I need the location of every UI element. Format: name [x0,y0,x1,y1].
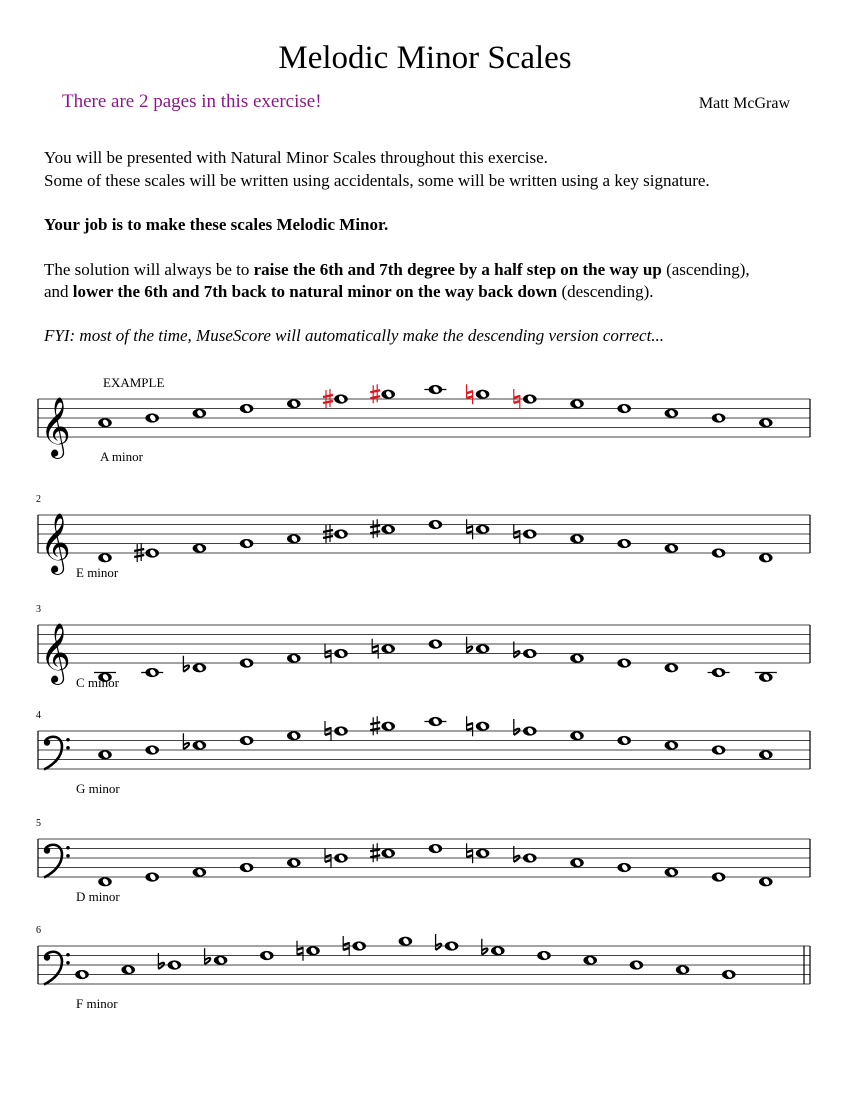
subtitle: There are 2 pages in this exercise! [62,91,322,112]
example-annotation: EXAMPLE [103,375,165,390]
natural-icon [297,941,303,961]
scale-label: A minor [100,449,143,464]
instruction-line-1: You will be presented with Natural Minor Scales throughout this exercise. [44,148,548,167]
instruction-4c: (ascending), [661,260,750,279]
treble-clef-icon: 𝄞 [40,623,71,683]
instruction-5c: (descending). [557,282,654,301]
flat-icon [482,939,488,955]
bass-clef-icon [44,952,70,985]
measure-number: 2 [36,494,41,505]
natural-icon [372,639,378,659]
sharp-icon [370,843,380,862]
scale-label: E minor [76,565,119,580]
instruction-italic: FYI: most of the time, MuseScore will automatically make the descending version correct... [44,326,665,345]
measure-number: 4 [36,710,41,721]
treble-clef-icon: 𝄞 [40,397,71,457]
flat-icon [205,948,211,964]
scale-label: G minor [76,781,120,796]
flat-icon [436,934,442,950]
instruction-5a: and [44,282,73,301]
natural-icon [467,384,473,404]
flat-icon [183,656,189,672]
instruction-5b: lower the 6th and 7th back to natural minor on the way back down [72,282,558,301]
page-title: Melodic Minor Scales [278,40,572,76]
bass-clef-icon [44,845,70,878]
measure-number: 5 [36,818,41,829]
bass-clef-icon [44,737,70,770]
composer: Matt McGraw [698,95,790,112]
sharp-icon [370,716,380,735]
scale-label: C minor [76,675,119,690]
flat-icon [183,733,189,749]
instruction-4a: The solution will always be to [44,260,254,279]
natural-icon [467,716,473,736]
instruction-line-2: Some of these scales will be written using accidentals, some will be written using a key signature. [44,171,710,190]
measure-number: 6 [36,925,41,936]
measure-number: 3 [36,604,41,615]
instruction-bold: Your job is to make these scales Melodic Minor. [44,215,389,234]
natural-icon [467,843,473,863]
flat-icon [467,637,473,653]
treble-clef-icon: 𝄞 [40,513,71,573]
instruction-4b: raise the 6th and 7th degree by a half step on the way up [253,260,662,279]
natural-icon [467,519,473,539]
sharp-icon [370,384,380,403]
scale-label: D minor [76,889,120,904]
scale-label: F minor [76,996,118,1011]
sharp-icon [370,519,380,538]
flat-icon [514,719,520,735]
